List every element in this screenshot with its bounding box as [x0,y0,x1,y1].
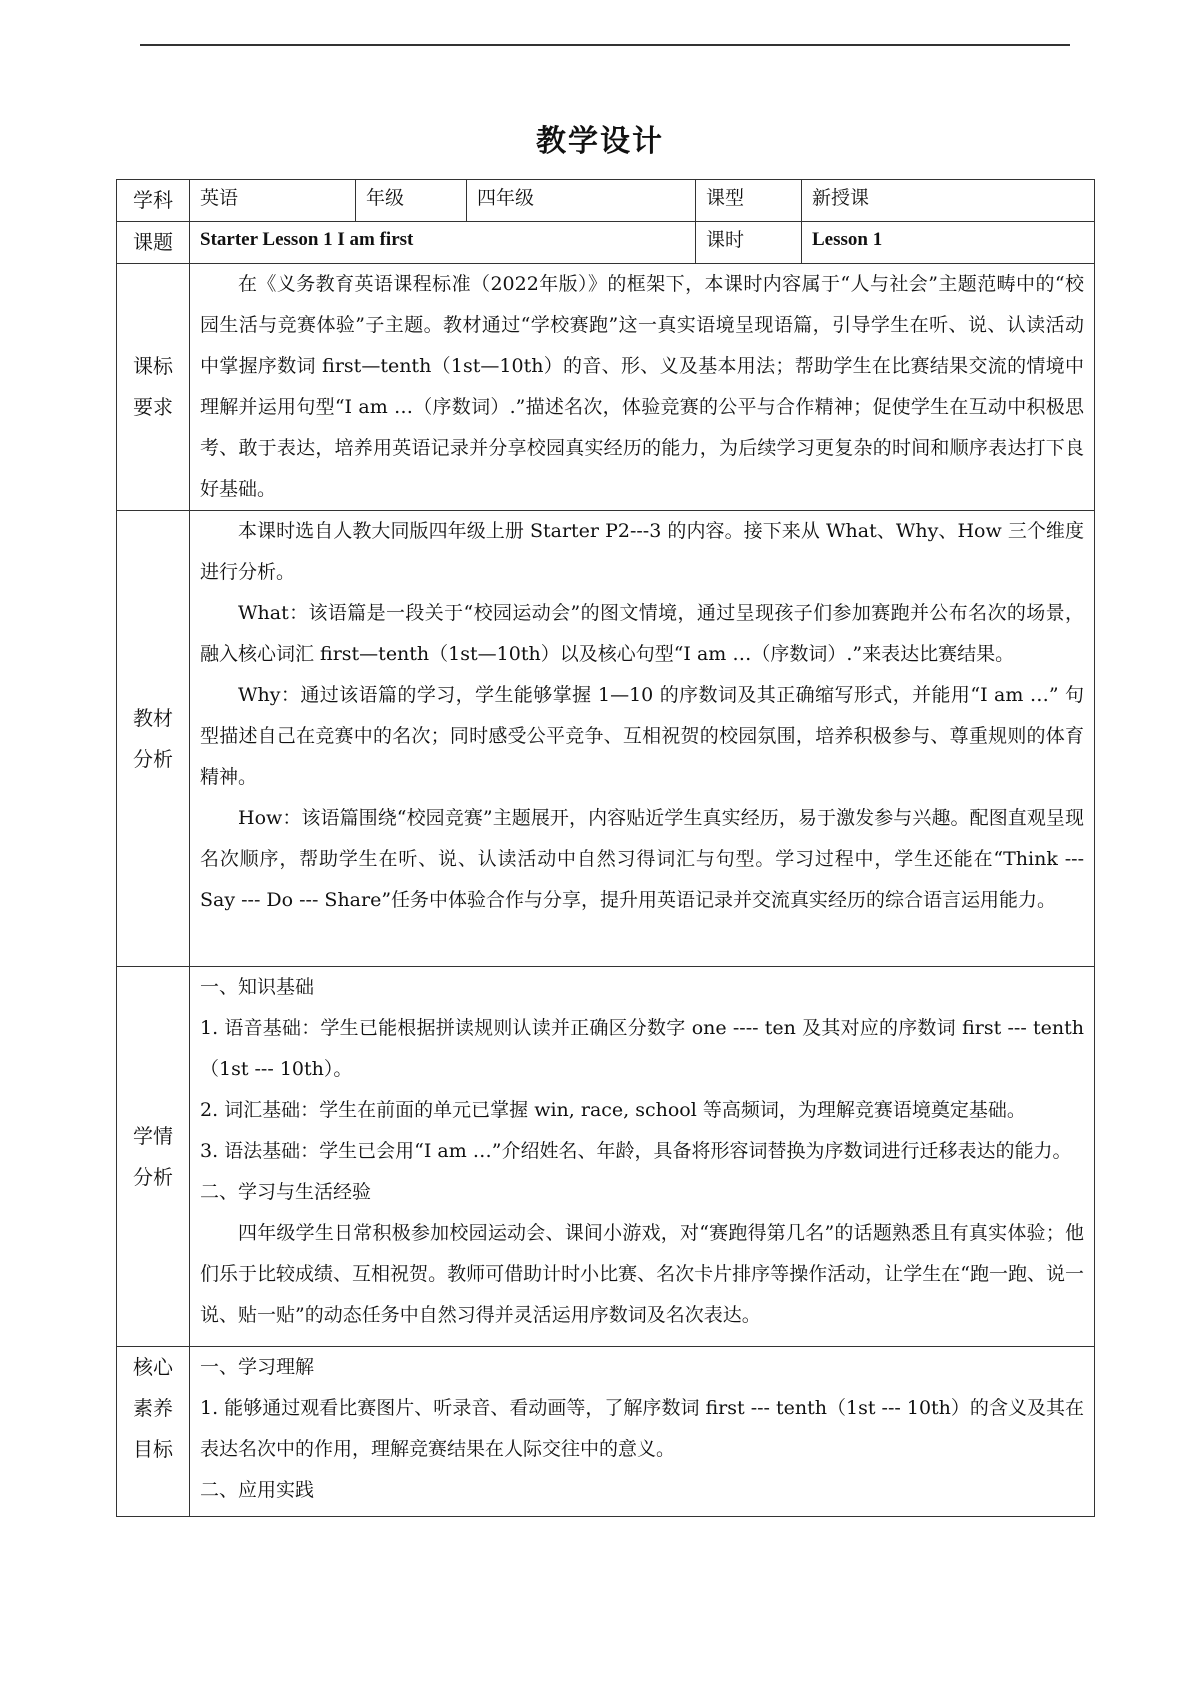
material-label-line1: 教材 [133,705,173,730]
learners-experience: 四年级学生日常积极参加校园运动会、课间小游戏，对“赛跑得第几名”的话题熟悉且有真实体验；他们乐于比较成绩、互相祝贺。教师可借助计时小比赛、名次卡片排序等操作活动，让学生在“跑一跑、说一说、贴一贴”的动态任务中自然习得并灵活运用序数词及名次表达。 [200,1222,1084,1326]
type-value: 新授课 [802,180,1095,222]
material-label-line2: 分析 [133,746,173,771]
topic-label: 课题 [117,222,190,264]
standards-content [190,264,1095,511]
material-what: What：该语篇是一段关于“校园运动会”的图文情境，通过呈现孩子们参加赛跑并公布名次的场景，融入核心词汇 first—tenth（1st—10th）以及核心句型“I am …（序数词）.”来表达比赛结果。 [200,602,1084,665]
subject-value: 英语 [190,180,356,222]
learners-vocabulary: 2. 词汇基础：学生在前面的单元已掌握 win, race, school 等高频词，为理解竞赛语境奠定基础。 [200,1099,1026,1121]
material-content [190,511,1095,967]
goals-label-line3: 目标 [133,1437,173,1461]
subject-label: 学科 [117,180,190,222]
row-material [117,511,1095,967]
material-how: How：该语篇围绕“校园竞赛”主题展开，内容贴近学生真实经历，易于激发参与兴趣。配图直观呈现名次顺序，帮助学生在听、说、认读活动中自然习得词汇与句型。学习过程中，学生还能在“Think --- Say --- Do --- Share”任务中体验合作与分享，提升用英语记录并交流真实经历的综合语言运用能力。 [200,807,1084,911]
type-label: 课型 [696,180,802,222]
period-value: Lesson 1 [802,222,1095,264]
goals-label-line1: 核心 [133,1355,173,1379]
period-label: 课时 [696,222,802,264]
learners-grammar: 3. 语法基础：学生已会用“I am …”介绍姓名、年龄，具备将形容词替换为序数词进行迁移表达的能力。 [200,1140,1072,1162]
row-learners [117,967,1095,1347]
goals-item-1: 1. 能够通过观看比赛图片、听录音、看动画等，了解序数词 first --- tenth（1st --- 10th）的含义及其在表达名次中的作用，理解竞赛结果在人际交往中的意义。 [200,1397,1084,1460]
header-rule [140,44,1070,46]
learners-phonics: 1. 语音基础：学生已能根据拼读规则认读并正确区分数字 one ---- ten 及其对应的序数词 first --- tenth（1st --- 10th）。 [200,1017,1084,1080]
grade-value: 四年级 [467,180,696,222]
goals-heading-practice: 二、应用实践 [200,1479,315,1501]
learners-label-line1: 学情 [133,1123,173,1148]
standards-label [117,264,190,511]
standards-label-line1: 课标 [133,354,173,378]
learners-content [190,967,1095,1347]
material-intro: 本课时选自人教大同版四年级上册 Starter P2---3 的内容。接下来从 What、Why、How 三个维度进行分析。 [200,520,1084,583]
row-basic-info [117,180,1095,222]
row-standards [117,264,1095,511]
learners-heading-knowledge: 一、知识基础 [200,976,315,998]
row-topic [117,222,1095,264]
material-label [117,511,190,967]
standards-text: 在《义务教育英语课程标准（2022年版）》的框架下，本课时内容属于“人与社会”主题范畴中的“校园生活与竞赛体验”子主题。教材通过“学校赛跑”这一真实语境呈现语篇，引导学生在听、说、认读活动中掌握序数词 first—tenth（1st—10th）的音、形、义及基本用法；帮助学生在比赛结果交流的情境中理解并运用句型“I am …（序数词）.”描述名次，体验竞赛的公平与合作精神；促使学生在互动中积极思考、敢于表达，培养用英语记录并分享校园真实经历的能力，为后续学习更复杂的时间和顺序表达打下良好基础。 [200,273,1084,500]
grade-label: 年级 [356,180,467,222]
material-why: Why：通过该语篇的学习，学生能够掌握 1—10 的序数词及其正确缩写形式，并能用“I am …” 句型描述自己在竞赛中的名次；同时感受公平竞争、互相祝贺的校园氛围，培养积极参与、尊重规则的体育精神。 [200,684,1084,788]
goals-label [117,1347,190,1517]
learners-label [117,967,190,1347]
lesson-plan-table [116,179,1095,1517]
goals-content [190,1347,1095,1517]
learners-heading-experience: 二、学习与生活经验 [200,1181,372,1203]
standards-label-line2: 要求 [133,395,173,419]
learners-label-line2: 分析 [133,1164,173,1189]
topic-value: Starter Lesson 1 I am first [190,222,696,264]
goals-heading-understanding: 一、学习理解 [200,1356,315,1378]
page-title: 教学设计 [536,124,664,159]
goals-label-line2: 素养 [133,1396,173,1420]
row-goals [117,1347,1095,1517]
